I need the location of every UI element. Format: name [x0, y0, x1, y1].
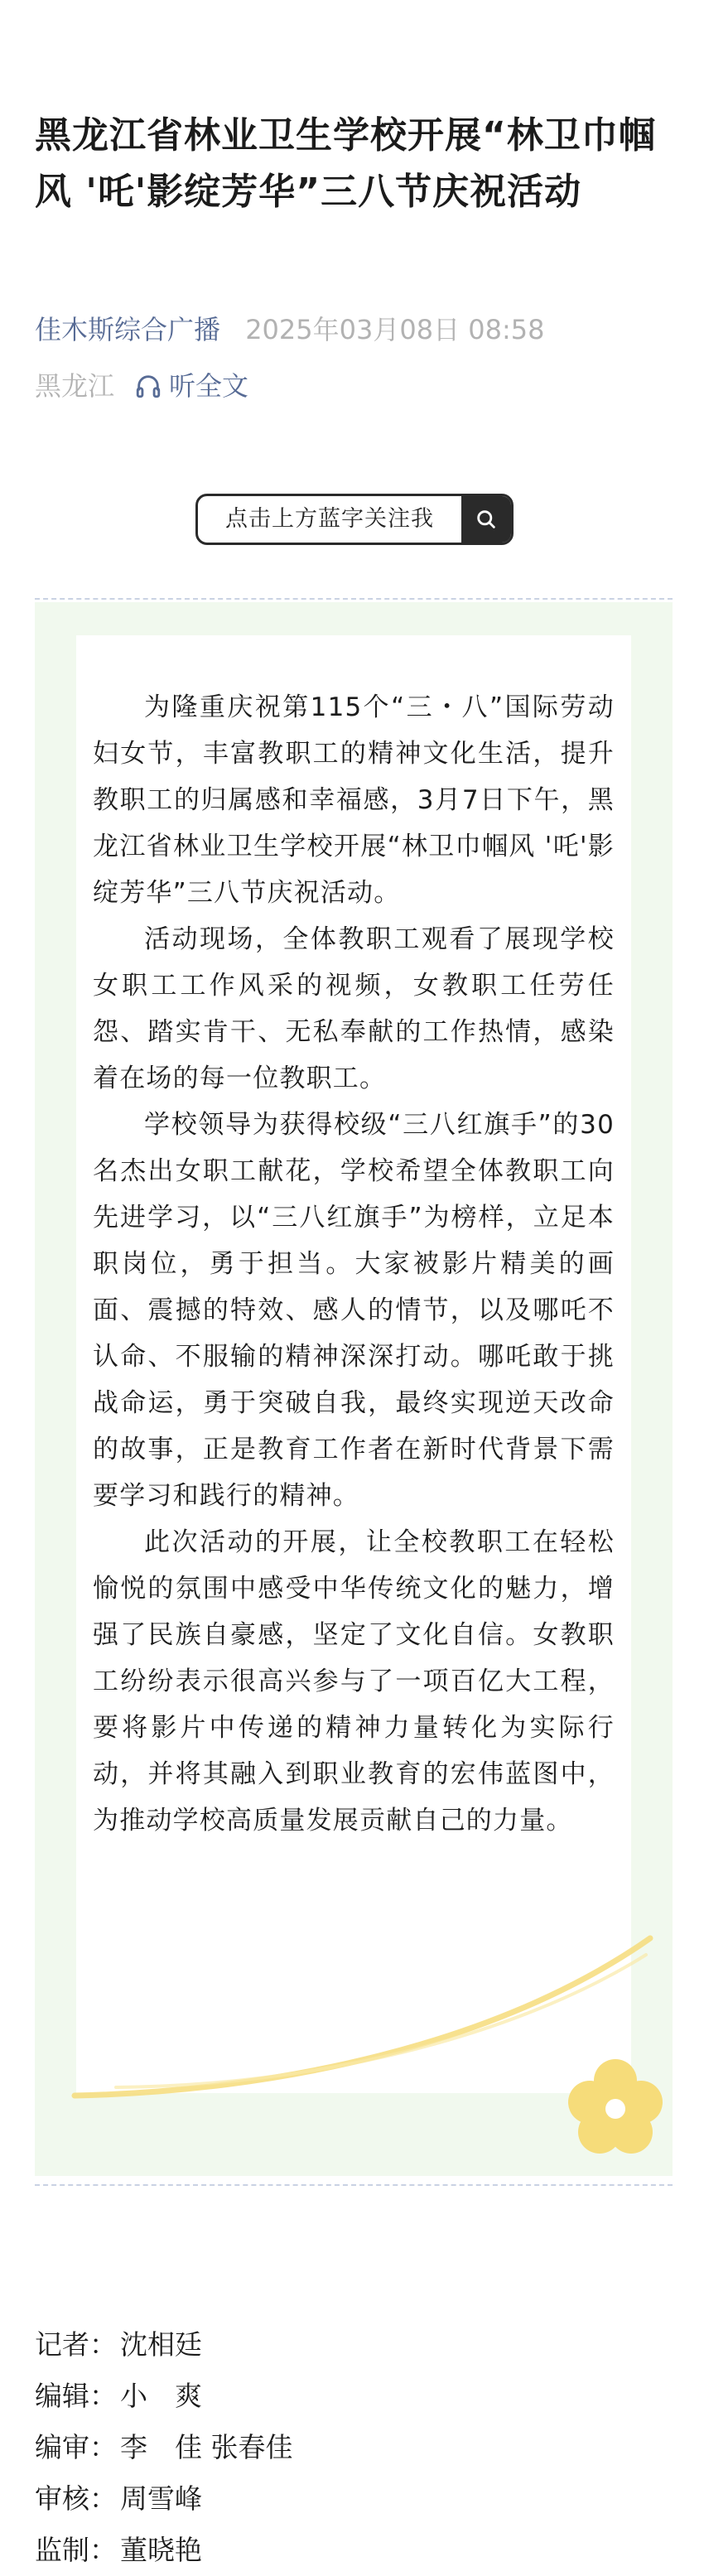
- article-paragraph: 为隆重庆祝第115个“三・八”国际劳动妇女节，丰富教职工的精神文化生活，提升教职工的归属感和幸福感，3月7日下午，黑龙江省林业卫生学校开展“林卫巾帼风 '吒'影绽芳华”三八节庆祝活动。: [93, 692, 615, 908]
- credit-auditor: [35, 2473, 681, 2525]
- credit-label: 记者：: [35, 2328, 117, 2361]
- credit-value: 李 佳 张春佳: [120, 2431, 293, 2463]
- credit-label: 审核：: [35, 2482, 117, 2515]
- search-icon: [475, 508, 498, 531]
- article-paragraph: 此次活动的开展，让全校教职工在轻松愉悦的氛围中感受中华传统文化的魅力，增强了民族自豪感，坚定了文化自信。女教职工纷纷表示很高兴参与了一项百亿大工程，要将影片中传递的精神力量转化为实际行动，并将其融入到职业教育的宏伟蓝图中，为推动学校高质量发展贡献自己的力量。: [93, 1527, 615, 1836]
- credit-reviewer: [35, 2422, 681, 2473]
- credit-label: 编审：: [35, 2431, 117, 2463]
- article-meta-secondary: [35, 366, 248, 406]
- credit-value: 沈相廷: [120, 2328, 202, 2361]
- credit-value: 周雪峰: [120, 2482, 202, 2515]
- article-paragraph: 学校领导为获得校级“三八红旗手”的30名杰出女职工献花，学校希望全体教职工向先进学习，以“三八红旗手”为榜样，立足本职岗位，勇于担当。大家被影片精美的画面、震撼的特效、感人的情节，以及哪吒不认命、不服输的精神深深打动。哪吒敢于挑战命运，勇于突破自我，最终实现逆天改命的故事，正是教育工作者在新时代背景下需要学习和践行的精神。: [93, 1110, 615, 1511]
- credit-label: 编辑：: [35, 2380, 117, 2412]
- divider-bottom: [35, 2184, 673, 2186]
- article-paragraph: 活动现场，全体教职工观看了展现学校女职工工作风采的视频，女教职工任劳任怨、踏实肯干、无私奉献的工作热情，感染着在场的每一位教职工。: [93, 924, 615, 1093]
- headphones-icon: [134, 372, 162, 400]
- credit-label: 监制：: [35, 2534, 117, 2566]
- follow-search-button[interactable]: [461, 496, 511, 543]
- flower-icon: [563, 2054, 668, 2159]
- account-name-link[interactable]: 佳木斯综合广播: [35, 314, 221, 345]
- credit-editor: [35, 2371, 681, 2422]
- article-title: 黑龙江省林业卫生学校开展“林卫巾帼风 '吒'影绽芳华”三八节庆祝活动: [35, 114, 656, 213]
- credit-value: 小 爽: [120, 2380, 202, 2412]
- divider-top: [35, 598, 673, 600]
- credit-reporter: [35, 2319, 681, 2371]
- region-label: 黑龙江: [35, 370, 115, 402]
- credit-value: 董晓艳: [120, 2534, 202, 2566]
- follow-prompt-text: 点击上方蓝字关注我: [225, 506, 434, 532]
- article-meta: [35, 310, 544, 350]
- follow-prompt-banner[interactable]: [195, 494, 514, 545]
- credit-supervisor: [35, 2525, 681, 2576]
- listen-button[interactable]: [134, 366, 248, 406]
- listen-label: 听全文: [169, 370, 249, 402]
- article-body: [93, 684, 615, 1844]
- credits-list: [35, 2319, 681, 2576]
- publish-time: 2025年03月08日 08:58: [245, 314, 545, 345]
